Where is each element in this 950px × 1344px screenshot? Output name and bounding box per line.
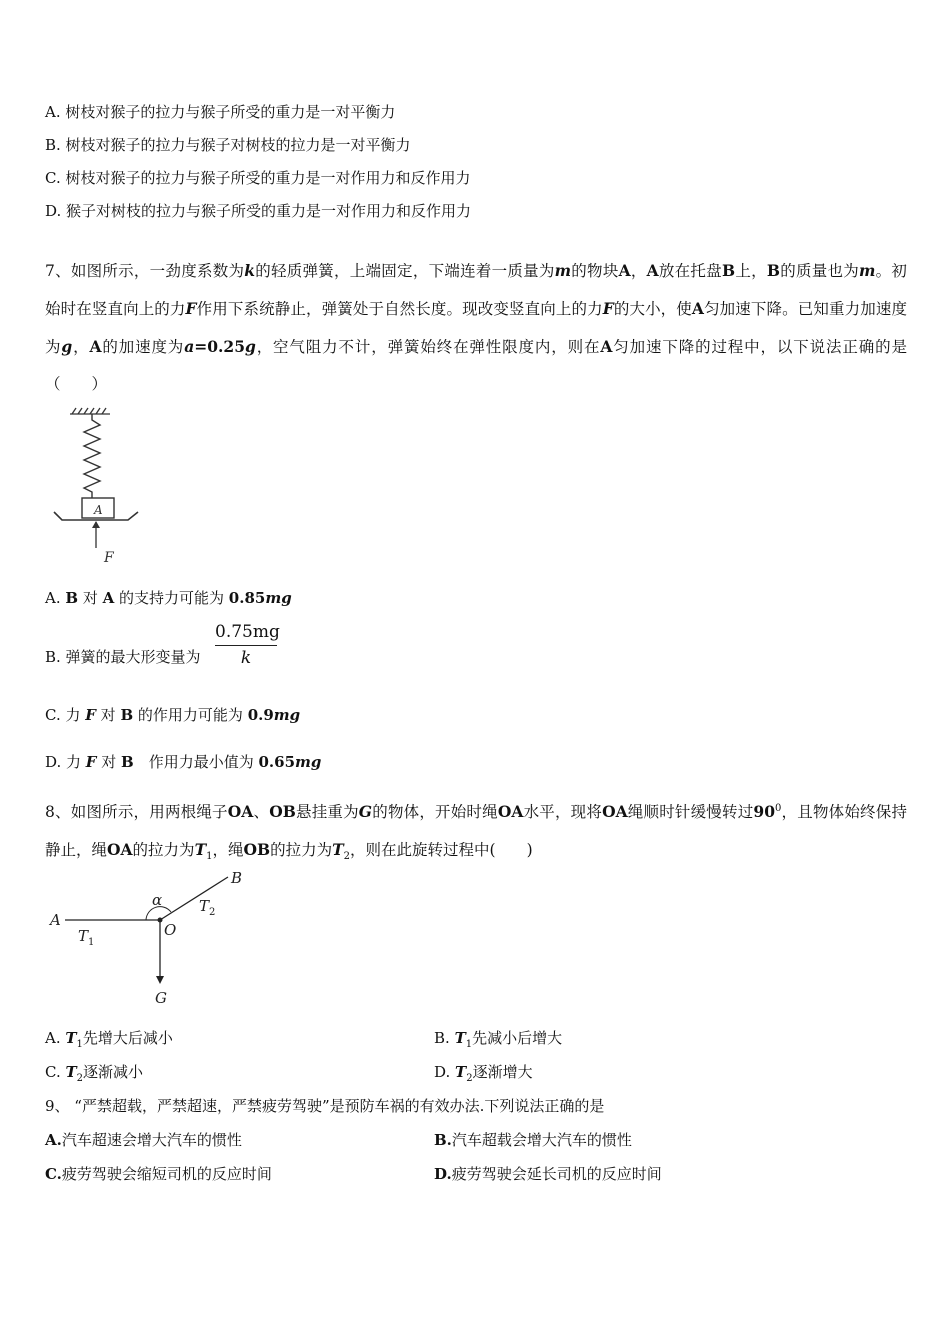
q7-stem-run: A xyxy=(618,261,631,280)
q7-stem-run: ， xyxy=(72,338,90,356)
q8-stem-run: 悬挂重为 xyxy=(295,803,359,822)
block-a-label: A xyxy=(94,503,103,517)
q7-option-b-fraction xyxy=(215,621,280,670)
q8-stem-run: 8、如图所示，用两根绳子 xyxy=(45,803,228,822)
q7-stem-run: 7、 xyxy=(45,262,71,280)
label-t1: $T_1$ xyxy=(78,927,95,948)
q8-stem-run: G xyxy=(358,802,373,822)
label-t2: $T_2$ xyxy=(199,897,216,918)
q7-stem-run: 的轻质弹簧，上端固定，下端连着一质量为 xyxy=(254,262,555,280)
q8-stem-run: T xyxy=(332,840,344,860)
weight-arrow-head xyxy=(156,976,164,984)
q8-stem-run: 绳顺时针缓慢转过 xyxy=(627,803,754,822)
q7-stem-run: 的加速度为 xyxy=(101,338,185,356)
q7-stem-run: 上， xyxy=(735,262,767,280)
q8-stem-run: 90 xyxy=(753,802,775,822)
q9-stem: 9、 “严禁超载，严禁超速，严禁疲劳驾驶”是预防车祸的有效办法.下列说法正确的是 xyxy=(45,1097,605,1115)
q9-option-b: B.汽车超载会增大汽车的惯性 xyxy=(434,1131,632,1149)
q8-stem-run: 2 xyxy=(343,851,351,863)
q8-stem-run: 的物体，开始时绳 xyxy=(372,803,498,822)
q7-stem-run: B xyxy=(721,261,736,280)
q8-stem-run: 、 xyxy=(253,803,270,822)
q7-stem-run: F xyxy=(602,299,614,318)
q9-option-d: D.疲劳驾驶会延长司机的反应时间 xyxy=(434,1165,662,1183)
q7-stem-run: 作用下系统静止，弹簧处于自然长度。现改变竖直向上的力 xyxy=(196,300,603,318)
q8-stem-run: OA xyxy=(227,802,254,822)
q8-stem-run: 0 xyxy=(774,803,782,814)
q7-stem-run: m xyxy=(554,261,572,280)
q7-stem-run: 匀加速下降的过程中，以下说法正确的是（ ） xyxy=(45,338,907,393)
q8-stem xyxy=(45,790,907,875)
q7-stem-run: ， xyxy=(630,262,647,280)
q7-stem-run: m xyxy=(859,261,876,280)
q8-stem-run: OB xyxy=(243,840,271,860)
q7-option-d: D. 力 F 对 B 作用力最小值为 0.65mg xyxy=(45,753,322,771)
q7-option-b: B. 弹簧的最大形变量为 xyxy=(45,648,201,666)
q8-stem-run: ，则在此旋转过程中( ) xyxy=(350,841,533,860)
label-a: A xyxy=(50,911,61,929)
q6-option-b: B. 树枝对猴子的拉力与猴子对树枝的拉力是一对平衡力 xyxy=(45,136,411,154)
q6-option-a: A. 树枝对猴子的拉力与猴子所受的重力是一对平衡力 xyxy=(45,103,396,121)
force-arrow-head xyxy=(92,521,100,528)
fraction-numerator: 0.75mg xyxy=(215,621,277,646)
q7-option-a: A. B 对 A 的支持力可能为 0.85mg xyxy=(45,589,292,607)
label-g: G xyxy=(155,989,167,1007)
q7-stem-run: 匀加速下降。已知重力加速度为 xyxy=(45,300,907,356)
q8-stem-run: ，绳 xyxy=(212,841,244,860)
q8-option-c: C. $T_2$逐渐减小 xyxy=(45,1063,144,1084)
q7-stem-run: a xyxy=(184,337,195,356)
q7-stem-run: 放在托盘 xyxy=(658,262,722,280)
ceiling-hatch xyxy=(70,408,110,414)
q8-stem-run: OA xyxy=(602,802,628,822)
q7-stem-run: 。初始时在竖直向上的力 xyxy=(45,262,907,318)
q6-option-c: C. 树枝对猴子的拉力与猴子所受的重力是一对作用力和反作用力 xyxy=(45,169,471,187)
label-o: O xyxy=(164,921,177,939)
q7-stem-run: g xyxy=(244,337,256,356)
label-b: B xyxy=(231,869,243,887)
q7-stem-run: 的物块 xyxy=(571,262,619,280)
q7-stem-run: g xyxy=(61,337,73,356)
label-alpha: α xyxy=(152,891,163,909)
spring xyxy=(84,414,100,498)
q9-option-a: A.汽车超速会增大汽车的惯性 xyxy=(45,1131,242,1149)
q7-option-c: C. 力 F 对 B 的作用力可能为 0.9mg xyxy=(45,706,301,724)
q7-stem-run: k xyxy=(244,261,255,280)
q8-option-a: A. $T_1$先增大后减小 xyxy=(45,1029,173,1050)
q7-stem-run: B xyxy=(766,261,780,280)
q8-stem-run: 的拉力为 xyxy=(132,841,195,860)
q7-stem-run: 如图所示，一劲度系数为 xyxy=(70,262,245,280)
q7-stem-run: F xyxy=(185,299,197,318)
q8-stem-run: 1 xyxy=(206,851,213,863)
q8-stem-run: OA xyxy=(497,802,524,822)
q7-stem xyxy=(45,252,907,403)
q7-stem-run: 的大小，使 xyxy=(613,300,692,318)
q7-stem-run: 的质量也为 xyxy=(779,262,859,280)
q7-stem-run: A xyxy=(691,299,704,318)
q6-option-d: D. 猴子对树枝的拉力与猴子所受的重力是一对作用力和反作用力 xyxy=(45,202,472,220)
q8-stem-run: ，且物体始终保持静止，绳 xyxy=(45,803,907,860)
q8-option-d: D. $T_2$逐渐增大 xyxy=(434,1063,533,1084)
q8-stem-run: OB xyxy=(269,802,296,822)
force-label: F xyxy=(104,550,114,566)
fraction-denominator: k xyxy=(240,648,252,668)
q7-stem-run: A xyxy=(89,337,102,356)
q9-option-c: C.疲劳驾驶会缩短司机的反应时间 xyxy=(45,1165,272,1183)
q7-stem-run: A xyxy=(600,337,613,356)
point-o xyxy=(158,918,163,923)
q8-rope-figure xyxy=(45,866,265,1011)
q8-stem-run: OA xyxy=(107,840,133,860)
rope-ob xyxy=(160,877,228,920)
q7-stem-run: ，空气阻力不计，弹簧始终在弹性限度内，则在 xyxy=(255,338,601,356)
q7-stem-run: =0.25 xyxy=(194,337,245,356)
q7-stem-run: A xyxy=(646,261,659,280)
q7-spring-figure xyxy=(50,408,150,568)
q8-stem-run: 的拉力为 xyxy=(270,841,333,860)
q8-stem-run: T xyxy=(194,840,207,860)
q8-option-b: B. $T_1$先减小后增大 xyxy=(434,1029,563,1050)
q8-stem-run: 水平，现将 xyxy=(523,803,603,822)
